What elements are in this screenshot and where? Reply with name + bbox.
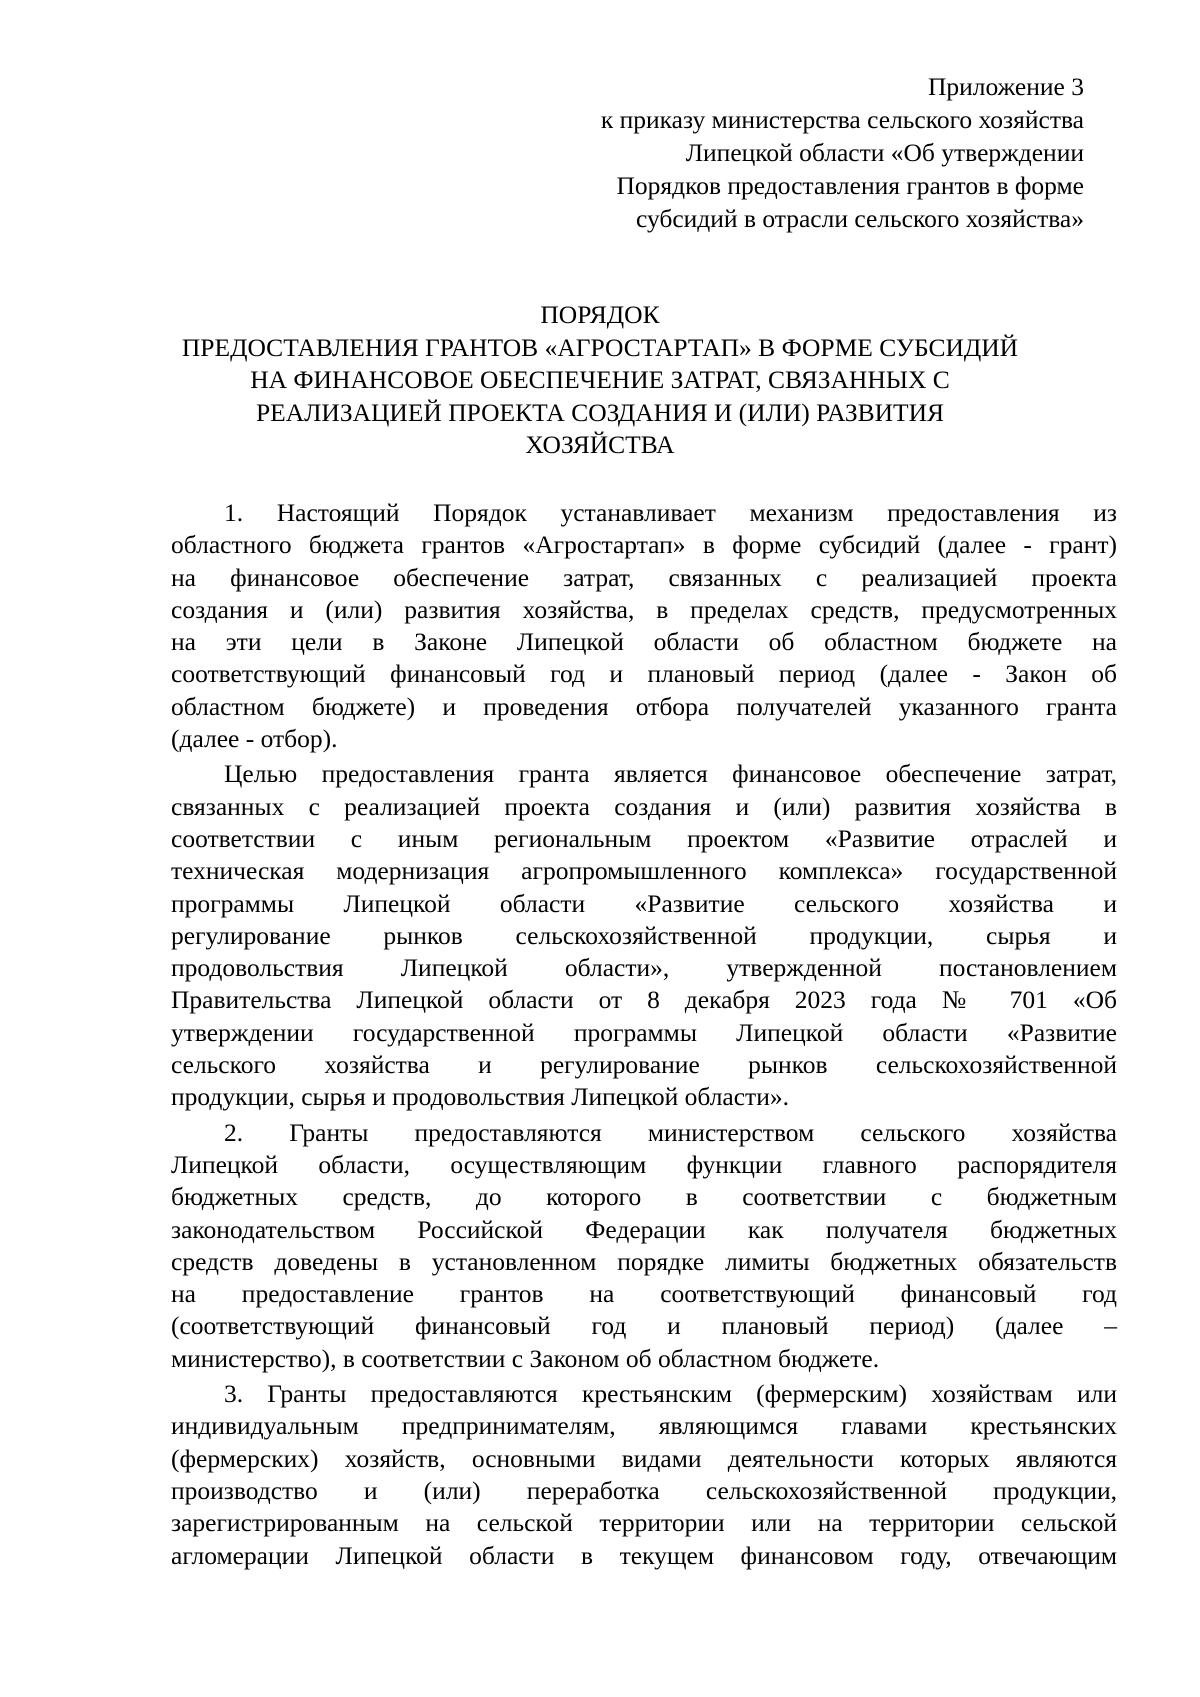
paragraph-line: Целью предоставления гранта является финансовое обеспечение затрат, (224, 759, 1117, 789)
paragraph-line: бюджетных средств, до которого в соответствии с бюджетным (171, 1182, 1117, 1212)
paragraph-line: на предоставление грантов на соответствующий финансовый год (171, 1279, 1117, 1309)
paragraph-line: производство и (или) переработка сельскохозяйственной продукции, (171, 1475, 1117, 1505)
paragraph (171, 497, 1117, 755)
paragraph-line: индивидуальным предпринимателям, являющимся главами крестьянских (171, 1411, 1117, 1441)
paragraph (171, 1117, 1117, 1375)
title-line: ПОРЯДОК (540, 300, 660, 329)
document-body (171, 497, 1117, 1575)
paragraph-line: Правительства Липецкой области от 8 декабря 2023 года № 701 «Об (171, 985, 1117, 1015)
paragraph-line: на эти цели в Законе Липецкой области об областном бюджете на (171, 627, 1117, 657)
appendix-line: Приложение 3 (928, 72, 1084, 101)
document-title (150, 299, 1050, 462)
appendix-line: Порядков предоставления грантов в форме (616, 171, 1084, 200)
paragraph-line: зарегистрированным на сельской территории или на территории сельской (171, 1508, 1117, 1538)
paragraph-line: связанных с реализацией проекта создания и (или) развития хозяйства в (171, 791, 1117, 821)
paragraph-line: соответствующий финансовый год и плановый период (далее - Закон об (171, 659, 1117, 689)
paragraph-line: Липецкой области, осуществляющим функции главного распорядителя (171, 1149, 1117, 1179)
paragraph (171, 1378, 1117, 1572)
appendix-line: Липецкой области «Об утверждении (685, 138, 1084, 167)
paragraph-line: 1. Настоящий Порядок устанавливает механизм предоставления из (224, 498, 1117, 527)
paragraph-line: средств доведены в установленном порядке лимиты бюджетных обязательств (171, 1246, 1117, 1276)
paragraph-line: агломерации Липецкой области в текущем финансовом году, отвечающим (171, 1540, 1117, 1570)
paragraph-line: 3. Гранты предоставляются крестьянским (фермерским) хозяйствам или (224, 1379, 1117, 1409)
paragraph-line: продукции, сырья и продовольствия Липецкой области». (171, 1082, 789, 1112)
paragraph-line: сельского хозяйства и регулирование рынков сельскохозяйственной (171, 1050, 1117, 1080)
paragraph-line: 2. Гранты предоставляются министерством сельского хозяйства (224, 1117, 1117, 1147)
title-line: ПРЕДОСТАВЛЕНИЯ ГРАНТОВ «АГРОСТАРТАП» В ФОРМЕ СУБСИДИЙ (181, 332, 1019, 362)
appendix-line: к приказу министерства сельского хозяйства (600, 105, 1084, 134)
paragraph-line: программы Липецкой области «Развитие сельского хозяйства и (171, 888, 1117, 918)
appendix-line: субсидий в отрасли сельского хозяйства» (635, 204, 1084, 233)
paragraph-line: соответствии с иным региональным проектом «Развитие отраслей и (171, 823, 1117, 853)
paragraph-line: продовольствия Липецкой области», утвержденной постановлением (171, 953, 1117, 983)
paragraph-line: утверждении государственной программы Липецкой области «Развитие (171, 1017, 1117, 1047)
paragraph-line: (далее - отбор). (171, 724, 338, 754)
appendix-header (484, 70, 1084, 235)
paragraph-line: законодательством Российской Федерации как получателя бюджетных (171, 1214, 1117, 1244)
paragraph-line: создания и (или) развития хозяйства, в пределах средств, предусмотренных (171, 594, 1117, 624)
paragraph-line: (соответствующий финансовый год и плановый период) (далее – (171, 1311, 1117, 1341)
paragraph-line: областного бюджета грантов «Агростартап» в форме субсидий (далее - грант) (171, 530, 1117, 560)
paragraph-line: министерство), в соответствии с Законом об областном бюджете. (171, 1343, 880, 1373)
title-line: ХОЗЯЙСТВА (525, 430, 675, 459)
title-line: РЕАЛИЗАЦИЕЙ ПРОЕКТА СОЗДАНИЯ И (ИЛИ) РАЗВИТИЯ (255, 397, 945, 427)
paragraph-line: на финансовое обеспечение затрат, связанных с реализацией проекта (171, 562, 1117, 592)
paragraph-line: регулирование рынков сельскохозяйственной продукции, сырья и (171, 920, 1117, 950)
paragraph-line: (фермерских) хозяйств, основными видами деятельности которых являются (171, 1443, 1117, 1473)
title-line: НА ФИНАНСОВОЕ ОБЕСПЕЧЕНИЕ ЗАТРАТ, СВЯЗАННЫХ С (250, 365, 950, 394)
paragraph (171, 758, 1117, 1113)
paragraph-line: областном бюджете) и проведения отбора получателей указанного гранта (171, 691, 1117, 721)
paragraph-line: техническая модернизация агропромышленного комплекса» государственной (171, 856, 1117, 886)
